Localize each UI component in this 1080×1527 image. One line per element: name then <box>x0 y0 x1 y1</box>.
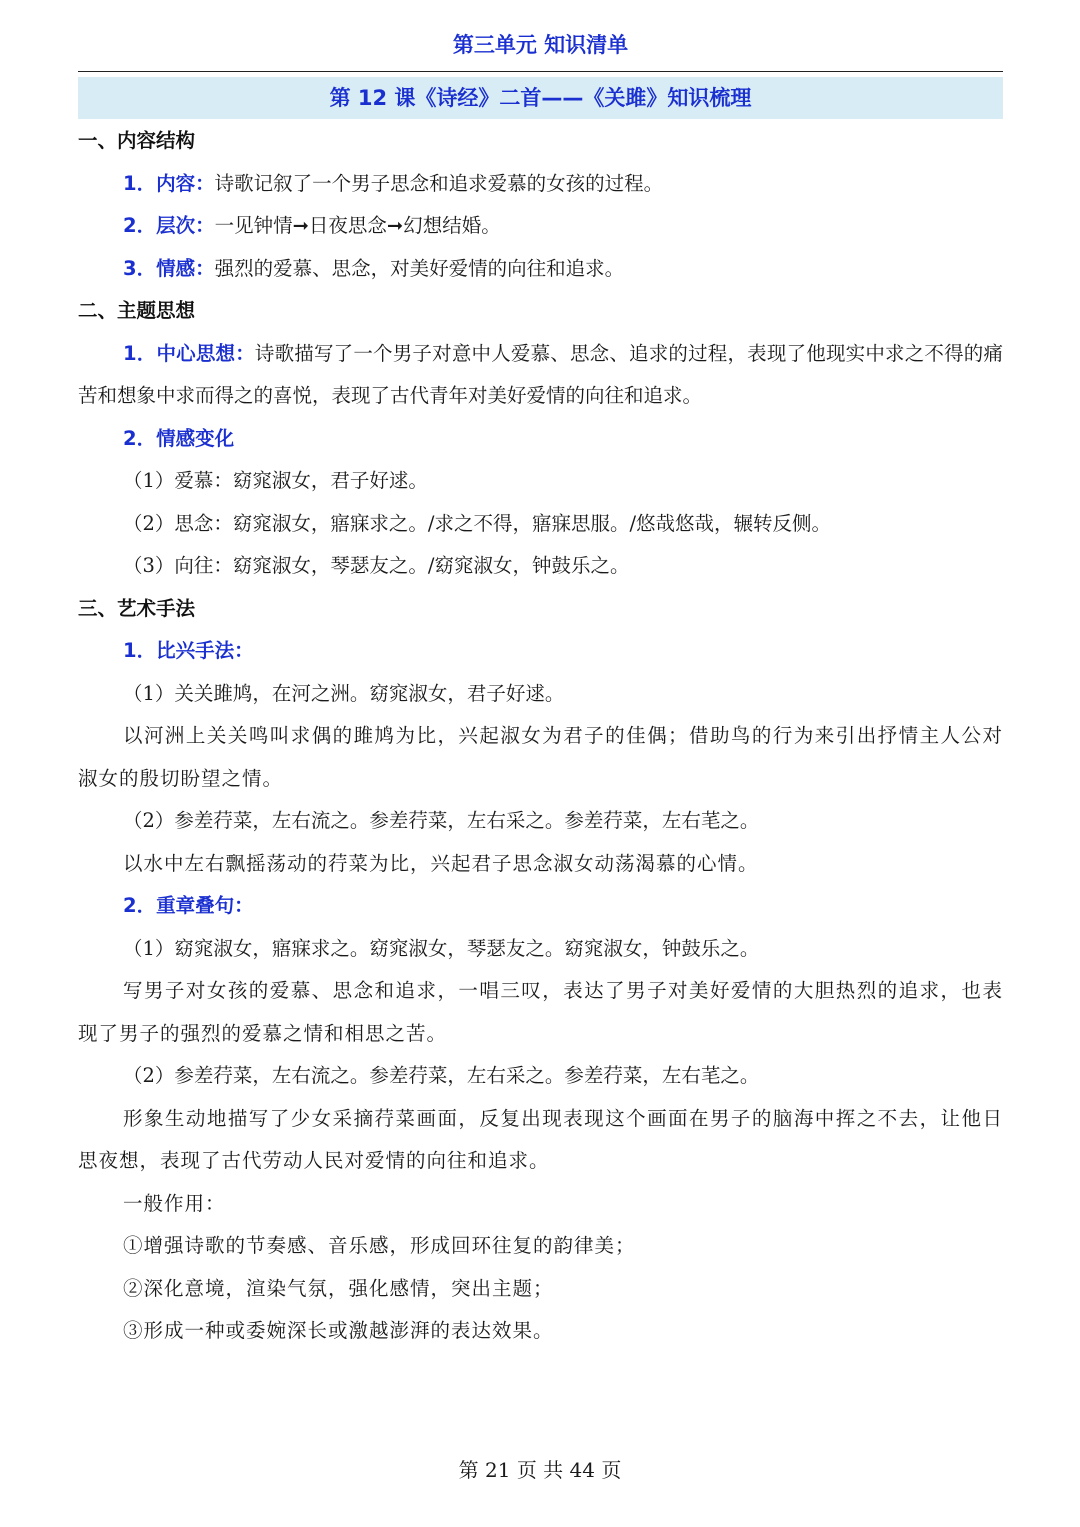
section-heading-structure: 一、内容结构 <box>78 129 196 152</box>
analysis-paragraph: 以河洲上关关鸣叫求偶的雎鸠为比，兴起淑女为君子的佳偶；借助鸟的行为来引出抒情主人公对淑女的殷切盼望之情。 <box>78 724 1003 790</box>
lesson-banner: 第 12 课《诗经》二首——《关雎》知识梳理 <box>78 77 1003 119</box>
verse-line: （2）参差荇菜，左右流之。参差荇菜，左右采之。参差荇菜，左右芼之。 <box>123 1064 760 1087</box>
header-rule <box>78 71 1003 72</box>
analysis-paragraph: 形象生动地描写了少女采摘荇菜画面，反复出现表现这个画面在男子的脑海中挥之不去，让他日思夜想，表现了古代劳动人民对爱情的向往和追求。 <box>78 1106 1003 1172</box>
general-effect-item: ①增强诗歌的节奏感、音乐感，形成回环往复的韵律美； <box>123 1234 636 1257</box>
general-effect-label: 一般作用： <box>123 1191 226 1215</box>
analysis-paragraph: 以水中左右飘摇荡动的荇菜为比，兴起君子思念淑女动荡渴慕的心情。 <box>123 851 759 875</box>
central-idea-label: 1．中心思想： <box>123 341 255 365</box>
section-heading-theme: 二、主题思想 <box>78 299 196 322</box>
emotion-change-label: 2．情感变化 <box>123 426 235 450</box>
section-heading-technique: 三、艺术手法 <box>78 596 196 620</box>
verse-line: （1）窈窕淑女，寤寐求之。窈窕淑女，琴瑟友之。窈窕淑女，钟鼓乐之。 <box>123 936 760 960</box>
item-label: 1．内容： <box>123 171 215 195</box>
general-effect-item: ③形成一种或委婉深长或激越澎湃的表达效果。 <box>123 1319 554 1342</box>
item-label: 2．层次： <box>123 214 215 237</box>
general-effect-item: ②深化意境，渲染气氛，强化感情，突出主题； <box>123 1276 554 1300</box>
central-idea-text: 诗歌描写了一个男子对意中人爱慕、思念、追求的过程，表现了他现实中求之不得的痛苦和想象中求而得之的喜悦，表现了古代青年对美好爱情的向往和追求。 <box>78 341 1003 407</box>
emotion-line: （1）爱慕：窈窕淑女，君子好逑。 <box>123 469 428 492</box>
item-text: 一见钟情➞日夜思念➞幻想结婚。 <box>214 214 501 237</box>
page-number: 第 21 页 共 44 页 <box>458 1458 622 1482</box>
emotion-line: （2）思念：窈窕淑女，寤寐求之。/求之不得，寤寐思服。/悠哉悠哉，辗转反侧。 <box>123 511 832 535</box>
analysis-paragraph: 写男子对女孩的爱慕、思念和追求，一唱三叹，表达了男子对美好爱情的大胆热烈的追求，也表现了男子的强烈的爱慕之情和相思之苦。 <box>78 979 1003 1045</box>
verse-line: （2）参差荇菜，左右流之。参差荇菜，左右采之。参差荇菜，左右芼之。 <box>123 809 760 832</box>
item-text: 强烈的爱慕、思念，对美好爱情的向往和追求。 <box>214 256 625 280</box>
bixing-label: 1．比兴手法： <box>123 639 254 662</box>
list-item <box>78 205 1003 248</box>
item-label: 3．情感： <box>123 256 215 280</box>
list-item <box>78 163 1003 206</box>
list-item <box>78 248 1003 291</box>
central-idea-paragraph <box>78 333 1003 418</box>
document-body <box>78 120 1003 1353</box>
repetition-label: 2．重章叠句： <box>123 894 254 917</box>
page-header-title: 第三单元 知识清单 <box>452 33 629 57</box>
verse-line: （1）关关雎鸠，在河之洲。窈窕淑女，君子好逑。 <box>123 681 565 705</box>
emotion-line: （3）向往：窈窕淑女，琴瑟友之。/窈窕淑女，钟鼓乐之。 <box>123 554 630 577</box>
item-text: 诗歌记叙了一个男子思念和追求爱慕的女孩的过程。 <box>214 171 664 195</box>
